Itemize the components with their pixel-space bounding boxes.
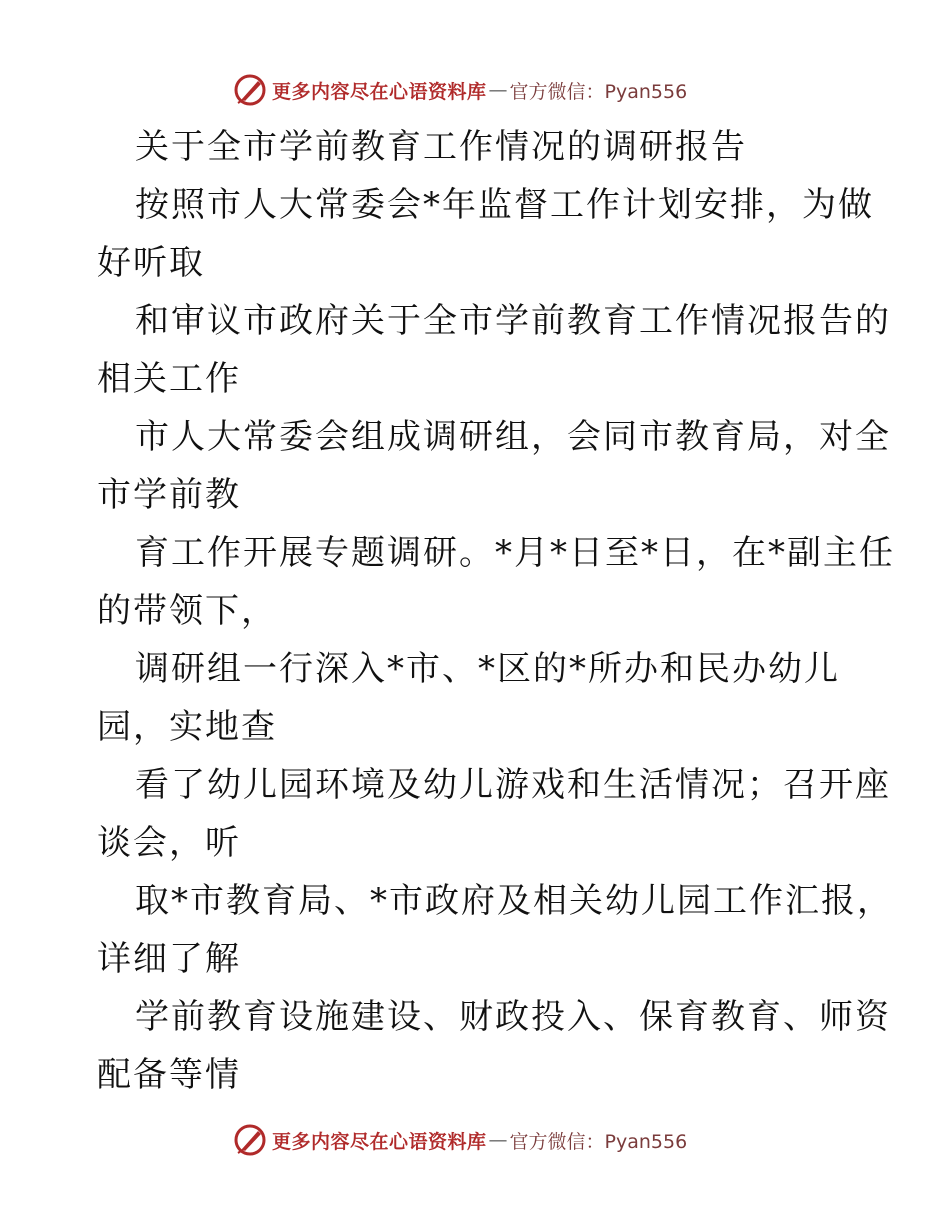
document-line: 好听取 bbox=[97, 243, 205, 283]
watermark-wechat: 官方微信：Pyan556 bbox=[509, 80, 688, 103]
watermark-separator: — bbox=[488, 1129, 508, 1151]
document-line: 学前教育设施建设、财政投入、保育教育、师资 bbox=[135, 997, 891, 1037]
document-line: 关于全市学前教育工作情况的调研报告 bbox=[135, 127, 747, 167]
document-line: 详细了解 bbox=[97, 939, 241, 979]
document-line: 市学前教 bbox=[97, 475, 241, 515]
document-line: 调研组一行深入*市、*区的*所办和民办幼儿 bbox=[135, 649, 840, 689]
document-body bbox=[97, 118, 895, 1104]
document-line: 市人大常委会组成调研组，会同市教育局，对全 bbox=[135, 417, 891, 457]
header-watermark bbox=[232, 70, 687, 110]
document-line: 取*市教育局、*市政府及相关幼儿园工作汇报， bbox=[135, 881, 893, 921]
quill-pen-logo-icon bbox=[232, 1122, 268, 1158]
document-line: 谈会，听 bbox=[97, 823, 241, 863]
document-line: 相关工作 bbox=[97, 359, 241, 399]
document-line: 和审议市政府关于全市学前教育工作情况报告的 bbox=[135, 301, 891, 341]
document-line: 配备等情 bbox=[97, 1055, 241, 1095]
watermark-text: 更多内容尽在心语资料库 bbox=[272, 1130, 487, 1153]
document-line: 的带领下， bbox=[97, 591, 277, 631]
watermark-text: 更多内容尽在心语资料库 bbox=[272, 80, 487, 103]
watermark-wechat: 官方微信：Pyan556 bbox=[509, 1130, 688, 1153]
footer-watermark bbox=[232, 1120, 687, 1160]
document-line: 按照市人大常委会*年监督工作计划安排，为做 bbox=[135, 185, 874, 225]
document-line: 育工作开展专题调研。*月*日至*日，在*副主任 bbox=[135, 533, 895, 573]
document-line: 园，实地查 bbox=[97, 707, 277, 747]
quill-pen-logo-icon bbox=[232, 72, 268, 108]
watermark-separator: — bbox=[488, 79, 508, 101]
document-line: 看了幼儿园环境及幼儿游戏和生活情况；召开座 bbox=[135, 765, 891, 805]
